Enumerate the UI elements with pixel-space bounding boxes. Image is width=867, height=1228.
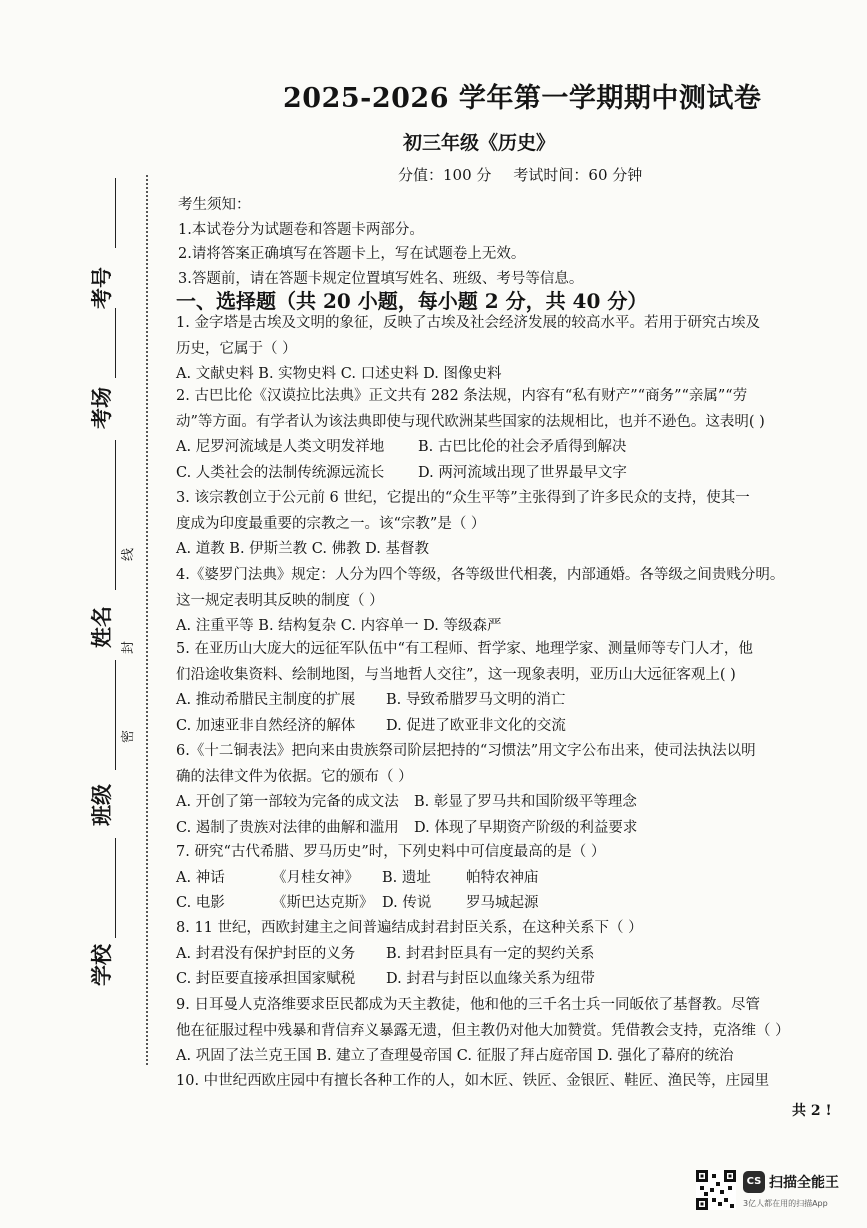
option-row xyxy=(176,816,798,842)
notice-item: 3.答题前，请在答题卡规定位置填写姓名、班级、考号等信息。 xyxy=(178,270,584,287)
option: C. 电影 xyxy=(176,895,225,912)
option-row xyxy=(176,967,798,993)
question-text: 3. 该宗教创立于公元前 6 世纪，它提出的“众生平等”主张得到了许多民众的支持，使其一 xyxy=(176,490,750,506)
question-text: 度成为印度最重要的宗教之一。该“宗教”是（ ） xyxy=(176,515,486,532)
banji-blank-line xyxy=(115,838,116,938)
seal-dotted-line xyxy=(146,175,148,1065)
question-text: 7. 研究“古代希腊、罗马历史”时，下列史料中可信度最高的是（ ） xyxy=(176,844,606,860)
option-row xyxy=(176,461,798,487)
question-text: 历史，它属于（ ） xyxy=(176,340,297,357)
question-text: 10. 中世纪西欧庄园中有擅长各种工作的人，如木匠、铁匠、金银匠、鞋匠、渔民等，庄园里 xyxy=(176,1073,770,1089)
option: D. 体现了早期资产阶级的利益要求 xyxy=(414,819,638,836)
question-2 xyxy=(176,384,798,486)
option-detail: 《斯巴达克斯》 xyxy=(272,895,374,912)
option-row xyxy=(176,688,798,714)
question-text: 5. 在亚历山大庞大的远征军队伍中“有工程师、哲学家、地理学家、测量师等专门人才，他 xyxy=(176,641,753,657)
exam-subtitle: 初三年级《历史》 xyxy=(403,132,556,154)
kaohao-blank-line xyxy=(115,178,116,248)
option-row xyxy=(176,435,798,461)
seal-mi: 密 xyxy=(121,729,137,744)
kaohao-blank-line-2 xyxy=(115,308,116,378)
notice-item: 2.请将答案正确填写在答题卡上，写在试题卷上无效。 xyxy=(178,246,526,262)
question-6 xyxy=(176,739,798,841)
seal-xian: 线 xyxy=(121,547,137,562)
question-text: 2. 古巴比伦《汉谟拉比法典》正文共有 282 条法规，内容有“私有财产”“商务”“亲属”“劳 xyxy=(176,388,748,404)
camscanner-logo-icon: CS xyxy=(743,1171,765,1193)
brand-tagline: 3亿人都在用的扫描App xyxy=(743,1199,828,1208)
option: D. 封君与封臣以血缘关系为纽带 xyxy=(386,971,595,988)
question-8 xyxy=(176,916,798,993)
question-text: 6.《十二铜表法》把向来由贵族祭司阶层把持的“习惯法”用文字公布出来，使司法执法以明 xyxy=(176,743,756,759)
option-detail: 帕特农神庙 xyxy=(466,869,539,886)
option: A. 封君没有保护封臣的义务 xyxy=(176,945,356,962)
question-text: 这一规定表明其反映的制度（ ） xyxy=(176,592,384,609)
option: B. 遗址 xyxy=(382,869,431,886)
question-text: 4.《婆罗门法典》规定：人分为四个等级，各等级世代相袭，内部通婚。各等级之间贵贱分明。 xyxy=(176,567,785,583)
option-detail: 罗马城起源 xyxy=(466,895,539,912)
question-5 xyxy=(176,637,798,739)
notice-block xyxy=(178,193,583,291)
option: B. 古巴比伦的社会矛盾得到解决 xyxy=(418,439,627,456)
label-xuexiao: 学校 xyxy=(89,944,114,986)
option-row xyxy=(176,891,798,917)
option: A. 尼罗河流域是人类文明发祥地 xyxy=(176,439,385,456)
page-count: 共 2 ! xyxy=(792,1103,832,1119)
label-kaohao: 考号 xyxy=(89,267,114,309)
option: D. 促进了欧亚非文化的交流 xyxy=(386,717,566,734)
option: A. 开创了第一部较为完备的成文法 xyxy=(176,794,399,811)
xingming-blank-line xyxy=(115,660,116,770)
option: D. 传说 xyxy=(382,895,432,912)
option: A. 神话 xyxy=(176,869,225,886)
time-info: 考试时间：60 分钟 xyxy=(513,166,643,184)
question-text: 8. 11 世纪，西欧封建主之间普遍结成封君封臣关系，在这种关系下（ ） xyxy=(176,920,643,936)
option: C. 封臣要直接承担国家赋税 xyxy=(176,971,356,988)
question-text: 动”等方面。有学者认为该法典即使与现代欧洲某些国家的法规相比，也并不逊色。这表明( ) xyxy=(176,413,765,430)
notice-item: 1.本试卷分为试题卷和答题卡两部分。 xyxy=(178,221,424,238)
section-title: 一、选择题（共 20 小题，每小题 2 分，共 40 分） xyxy=(176,289,648,313)
question-options: A. 巩固了法兰克王国 B. 建立了查理曼帝国 C. 征服了拜占庭帝国 D. 强化了幕府的统治 xyxy=(176,1048,734,1065)
question-text: 们沿途收集资料、绘制地图，与当地哲人交往”，这一现象表明，亚历山大远征客观上( ) xyxy=(176,666,736,683)
option: C. 遏制了贵族对法律的曲解和滥用 xyxy=(176,819,399,836)
option: C. 加速亚非自然经济的解体 xyxy=(176,717,356,734)
question-7 xyxy=(176,840,798,917)
notice-heading: 考生须知： xyxy=(178,197,251,213)
question-4 xyxy=(176,563,798,640)
option-row xyxy=(176,714,798,740)
brand-name: 扫描全能王 xyxy=(769,1175,839,1191)
option-row xyxy=(176,942,798,968)
question-text: 1. 金字塔是古埃及文明的象征，反映了古埃及社会经济发展的较高水平。若用于研究古埃及 xyxy=(176,315,760,331)
label-xingming: 姓名 xyxy=(89,606,114,648)
question-9 xyxy=(176,993,798,1070)
option-row xyxy=(176,790,798,816)
option: D. 两河流域出现了世界最早文字 xyxy=(418,464,627,481)
question-text: 9. 日耳曼人克洛维要求臣民都成为天主教徒，他和他的三千名士兵一同皈依了基督教。尽管 xyxy=(176,997,760,1013)
seal-feng: 封 xyxy=(121,640,137,655)
label-kaochang: 考场 xyxy=(89,387,114,429)
option: B. 封君封臣具有一定的契约关系 xyxy=(386,945,595,962)
question-3 xyxy=(176,486,798,563)
question-text: 确的法律文件为依据。它的颁布（ ） xyxy=(176,768,413,785)
option-detail: 《月桂女神》 xyxy=(272,869,359,886)
question-text: 他在征服过程中残暴和背信弃义暴露无遗，但主教仍对他大加赞赏。凭借教会支持，克洛维（ ） xyxy=(176,1022,790,1039)
exam-title: 2025-2026 学年第一学期期中测试卷 xyxy=(283,83,762,114)
exam-meta xyxy=(398,164,642,185)
question-options: A. 注重平等 B. 结构复杂 C. 内容单一 D. 等级森严 xyxy=(176,618,502,635)
option: B. 导致希腊罗马文明的消亡 xyxy=(386,692,566,709)
question-options: A. 道教 B. 伊斯兰教 C. 佛教 D. 基督教 xyxy=(176,541,430,558)
label-banji: 班级 xyxy=(89,784,114,826)
option: A. 推动希腊民主制度的扩展 xyxy=(176,692,356,709)
score-info: 分值：100 分 xyxy=(398,166,492,184)
question-1 xyxy=(176,311,798,388)
qr-code-icon xyxy=(696,1170,736,1210)
option-row xyxy=(176,866,798,892)
question-options: A. 文献史料 B. 实物史料 C. 口述史料 D. 图像史料 xyxy=(176,366,502,383)
option: B. 彰显了罗马共和国阶级平等理念 xyxy=(414,794,637,811)
question-10 xyxy=(176,1069,798,1095)
option: C. 人类社会的法制传统源远流长 xyxy=(176,464,385,481)
kaochang-blank-line xyxy=(115,440,116,590)
